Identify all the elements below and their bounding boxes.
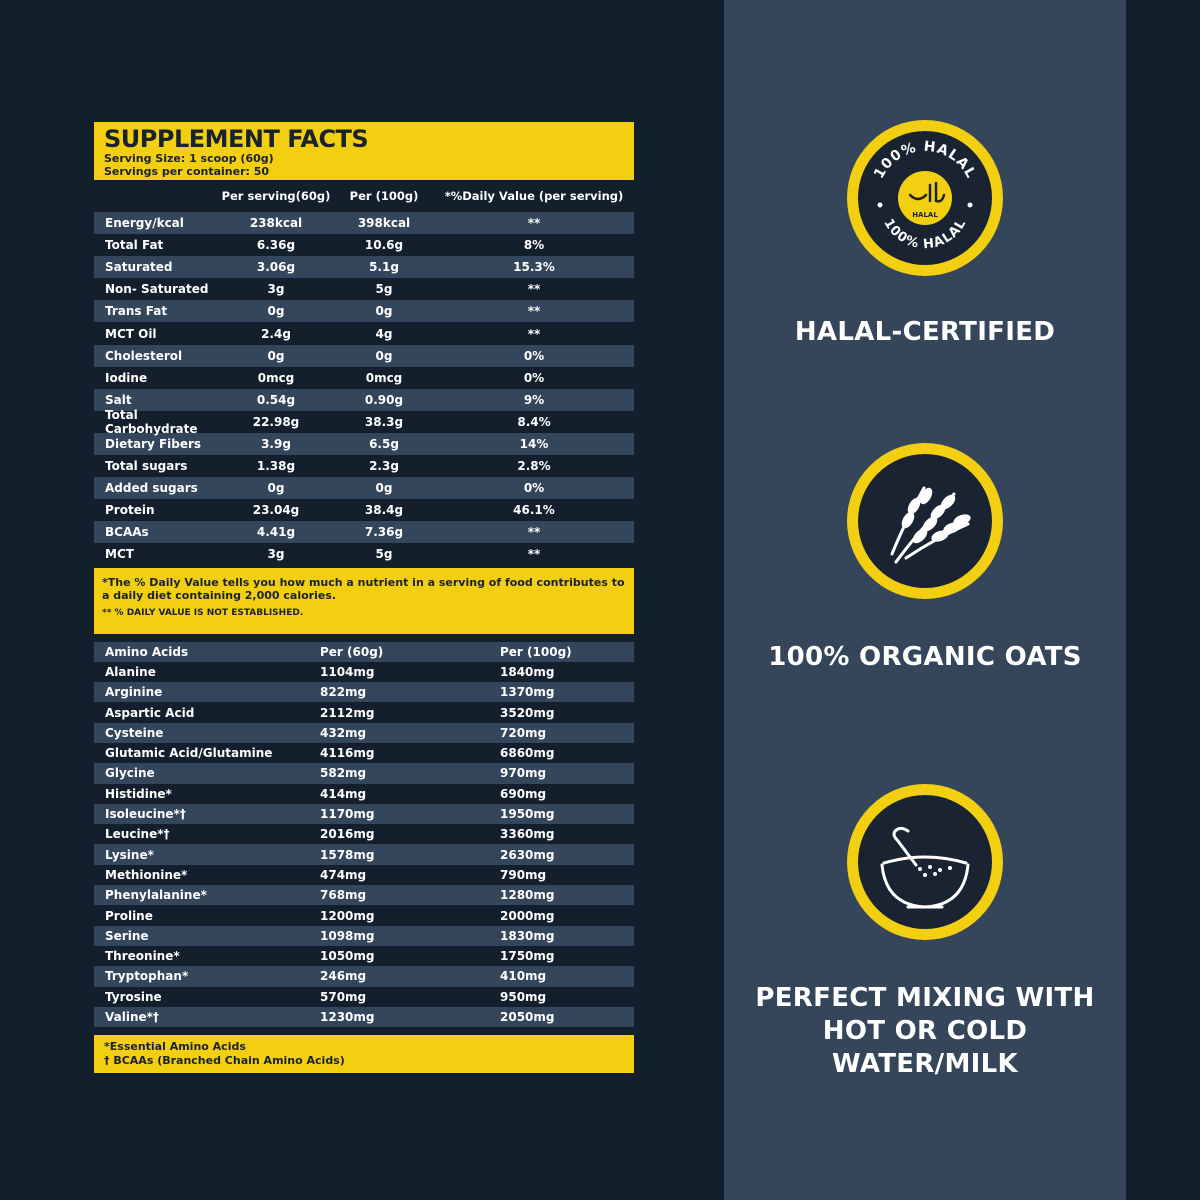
- amino-name: Aspartic Acid: [105, 705, 195, 720]
- amino-row: [94, 824, 634, 844]
- per-serving-value: 23.04g: [252, 503, 300, 518]
- amino-row: [94, 966, 634, 986]
- amino-row: [94, 804, 634, 824]
- nutrient-name: Energy/kcal: [105, 216, 184, 231]
- per-serving-value: 0.54g: [256, 392, 296, 407]
- right-edge: [1126, 0, 1200, 1200]
- amino-row: [94, 926, 634, 946]
- amino-row: [94, 844, 634, 864]
- amino-per-100g: 3520mg: [500, 705, 555, 720]
- daily-value-explanation: *The % Daily Value tells you how much a nutrient in a serving of food contributes to a daily diet containing 2,000 calories.: [102, 575, 625, 602]
- daily-value: 0%: [523, 481, 545, 496]
- per-100g-value: 0mcg: [365, 370, 403, 385]
- amino-per-60g: 1200mg: [320, 908, 375, 923]
- per-100g-value: 7.36g: [364, 525, 404, 540]
- amino-name: Serine: [105, 928, 149, 943]
- organic-oats-label: 100% ORGANIC OATS: [768, 642, 1082, 672]
- col-amino-100g: Per (100g): [500, 644, 572, 659]
- nutrition-row: [94, 212, 634, 234]
- per-100g-value: 6.5g: [369, 436, 399, 451]
- amino-row: [94, 865, 634, 885]
- daily-value: **: [527, 326, 541, 341]
- nutrient-name: Cholesterol: [105, 348, 183, 363]
- col-per-serving: Per serving(60g): [221, 189, 331, 203]
- daily-value-not-established: ** % DAILY VALUE IS NOT ESTABLISHED.: [102, 607, 304, 618]
- nutrient-name: Iodine: [105, 370, 148, 385]
- col-per-100g: Per (100g): [349, 189, 419, 203]
- halal-badge-inner: [858, 131, 992, 265]
- per-serving-value: 238kcal: [249, 216, 303, 231]
- amino-acid-table: [94, 642, 634, 1028]
- amino-per-100g: 720mg: [500, 725, 547, 740]
- amino-row: [94, 1007, 634, 1027]
- nutrition-row: [94, 234, 634, 256]
- amino-per-60g: 822mg: [320, 685, 367, 700]
- amino-name: Threonine*: [105, 949, 180, 964]
- mixing-line-1: PERFECT MIXING WITH: [755, 983, 1095, 1013]
- nutrition-row: [94, 278, 634, 300]
- amino-name: Histidine*: [105, 786, 172, 801]
- amino-per-100g: 1950mg: [500, 807, 555, 822]
- amino-per-60g: 1104mg: [320, 664, 375, 679]
- amino-row: [94, 743, 634, 763]
- daily-value-note: [94, 568, 634, 634]
- amino-per-60g: 582mg: [320, 766, 367, 781]
- daily-value: **: [527, 525, 541, 540]
- amino-per-100g: 6860mg: [500, 746, 555, 761]
- amino-per-60g: 768mg: [320, 888, 367, 903]
- per-100g-value: 0g: [375, 348, 393, 363]
- per-serving-value: 3.9g: [261, 436, 291, 451]
- daily-value: 0%: [523, 370, 545, 385]
- amino-row: [94, 987, 634, 1007]
- nutrient-name: MCT Oil: [105, 326, 157, 341]
- amino-per-100g: 2000mg: [500, 908, 555, 923]
- amino-per-100g: 2630mg: [500, 847, 555, 862]
- col-daily-value: *%Daily Value (per serving): [444, 189, 624, 203]
- facts-title: SUPPLEMENT FACTS: [104, 125, 369, 153]
- nutrition-column-headers: [94, 180, 634, 212]
- amino-per-100g: 1830mg: [500, 928, 555, 943]
- nutrition-row: [94, 499, 634, 521]
- per-serving-value: 3g: [267, 282, 285, 297]
- amino-per-100g: 1750mg: [500, 949, 555, 964]
- amino-per-100g: 3360mg: [500, 827, 555, 842]
- amino-name: Tryptophan*: [105, 969, 189, 984]
- halal-badge-center-text: HALAL: [912, 211, 938, 219]
- amino-name: Tyrosine: [105, 989, 162, 1004]
- daily-value: **: [527, 282, 541, 297]
- nutrient-name: Total Fat: [105, 238, 164, 253]
- amino-per-100g: 1840mg: [500, 664, 555, 679]
- amino-per-100g: 790mg: [500, 867, 547, 882]
- amino-name: Cysteine: [105, 725, 164, 740]
- amino-name: Glycine: [105, 766, 155, 781]
- halal-certified-label: HALAL-CERTIFIED: [794, 317, 1056, 347]
- amino-rows: [94, 662, 634, 1027]
- per-100g-value: 0g: [375, 481, 393, 496]
- amino-row: [94, 905, 634, 925]
- supplement-facts-table: [94, 122, 634, 1073]
- daily-value: **: [527, 304, 541, 319]
- daily-value: 15.3%: [513, 260, 555, 275]
- amino-per-100g: 1370mg: [500, 685, 555, 700]
- nutrition-row: [94, 322, 634, 344]
- per-100g-value: 10.6g: [364, 238, 404, 253]
- per-serving-value: 0g: [267, 481, 285, 496]
- amino-column-headers: [94, 642, 634, 662]
- amino-name: Lysine*: [105, 847, 154, 862]
- amino-name: Isoleucine*†: [105, 807, 186, 822]
- per-100g-value: 5.1g: [369, 260, 399, 275]
- nutrition-row: [94, 433, 634, 455]
- nutrition-rows: [94, 212, 634, 566]
- amino-per-100g: 970mg: [500, 766, 547, 781]
- facts-header: [94, 122, 634, 180]
- per-100g-value: 0g: [375, 304, 393, 319]
- amino-row: [94, 784, 634, 804]
- nutrition-row: [94, 345, 634, 367]
- per-serving-value: 22.98g: [252, 414, 300, 429]
- nutrient-name: Added sugars: [105, 481, 198, 496]
- nutrition-row: [94, 407, 634, 436]
- daily-value: 0%: [523, 348, 545, 363]
- amino-name: Glutamic Acid/Glutamine: [105, 746, 273, 761]
- amino-per-60g: 432mg: [320, 725, 367, 740]
- amino-per-100g: 950mg: [500, 989, 547, 1004]
- nutrient-name: Trans Fat: [105, 304, 168, 319]
- bowl-icon: [858, 795, 992, 929]
- daily-value: **: [527, 216, 541, 231]
- amino-row: [94, 662, 634, 682]
- amino-per-60g: 570mg: [320, 989, 367, 1004]
- servings-per-container: Servings per container: 50: [104, 165, 270, 178]
- mixing-line-2: HOT OR COLD: [822, 1016, 1028, 1046]
- nutrient-name: Salt: [105, 392, 132, 407]
- amino-name: Leucine*†: [105, 827, 170, 842]
- amino-per-60g: 1170mg: [320, 807, 375, 822]
- serving-size: Serving Size: 1 scoop (60g): [104, 152, 274, 165]
- per-serving-value: 2.4g: [261, 326, 291, 341]
- per-serving-value: 0g: [267, 348, 285, 363]
- nutrition-row: [94, 455, 634, 477]
- amino-per-60g: 1578mg: [320, 847, 375, 862]
- amino-row: [94, 885, 634, 905]
- amino-name: Phenylalanine*: [105, 888, 207, 903]
- daily-value: 8%: [523, 238, 545, 253]
- nutrient-name: Total sugars: [105, 459, 188, 474]
- amino-row: [94, 723, 634, 743]
- amino-row: [94, 702, 634, 722]
- daily-value: **: [527, 547, 541, 562]
- amino-per-60g: 4116mg: [320, 746, 375, 761]
- daily-value: 9%: [523, 392, 545, 407]
- amino-name: Alanine: [105, 664, 156, 679]
- amino-per-60g: 1098mg: [320, 928, 375, 943]
- wheat-icon: [858, 454, 992, 588]
- amino-per-60g: 414mg: [320, 786, 367, 801]
- amino-name: Proline: [105, 908, 153, 923]
- halal-badge-top-text: 100% HALAL: [871, 138, 979, 182]
- halal-badge-icon: [847, 120, 1003, 276]
- per-serving-value: 0mcg: [257, 370, 295, 385]
- nutrition-row: [94, 367, 634, 389]
- nutrient-name: Non- Saturated: [105, 282, 209, 297]
- amino-per-60g: 246mg: [320, 969, 367, 984]
- per-serving-value: 3.06g: [256, 260, 296, 275]
- halal-seal-icon: [858, 131, 992, 265]
- per-100g-value: 38.3g: [364, 414, 404, 429]
- daily-value: 2.8%: [517, 459, 551, 474]
- amino-row: [94, 946, 634, 966]
- amino-per-100g: 1280mg: [500, 888, 555, 903]
- amino-per-100g: 2050mg: [500, 1009, 555, 1024]
- bcaa-note: † BCAAs (Branched Chain Amino Acids): [104, 1054, 345, 1068]
- per-100g-value: 5g: [375, 547, 393, 562]
- amino-row: [94, 763, 634, 783]
- nutrient-name: BCAAs: [105, 525, 149, 540]
- nutrition-row: [94, 521, 634, 543]
- col-amino-60g: Per (60g): [320, 644, 384, 659]
- nutrient-name: Saturated: [105, 260, 173, 275]
- daily-value: 46.1%: [513, 503, 555, 518]
- nutrition-row: [94, 256, 634, 278]
- amino-per-60g: 2112mg: [320, 705, 375, 720]
- per-serving-value: 6.36g: [256, 238, 296, 253]
- nutrient-name: MCT: [105, 547, 134, 562]
- per-100g-value: 398kcal: [357, 216, 411, 231]
- per-serving-value: 0g: [267, 304, 285, 319]
- oats-badge-inner: [858, 454, 992, 588]
- amino-per-60g: 474mg: [320, 867, 367, 882]
- nutrient-name: Protein: [105, 503, 155, 518]
- amino-per-60g: 1230mg: [320, 1009, 375, 1024]
- halal-badge-bottom-text: 100% HALAL: [880, 216, 970, 253]
- nutrition-row: [94, 477, 634, 499]
- amino-name: Valine*†: [105, 1009, 159, 1024]
- nutrient-name: Total Carbohydrate: [105, 407, 198, 436]
- amino-name: Methionine*: [105, 867, 188, 882]
- mixing-label: [724, 982, 1126, 1081]
- daily-value: 14%: [519, 436, 549, 451]
- mixing-line-3: WATER/MILK: [832, 1049, 1018, 1079]
- amino-footnote: [94, 1035, 634, 1073]
- bowl-badge-icon: [847, 784, 1003, 940]
- per-serving-value: 4.41g: [256, 525, 296, 540]
- amino-per-100g: 410mg: [500, 969, 547, 984]
- amino-per-60g: 2016mg: [320, 827, 375, 842]
- col-amino-name: Amino Acids: [105, 644, 189, 659]
- per-serving-value: 3g: [267, 547, 285, 562]
- per-100g-value: 38.4g: [364, 503, 404, 518]
- per-100g-value: 2.3g: [369, 459, 399, 474]
- amino-name: Arginine: [105, 685, 163, 700]
- nutrition-row: [94, 543, 634, 565]
- bowl-badge-inner: [858, 795, 992, 929]
- essential-amino-note: *Essential Amino Acids: [104, 1040, 246, 1054]
- amino-per-60g: 1050mg: [320, 949, 375, 964]
- amino-row: [94, 682, 634, 702]
- nutrition-row: [94, 300, 634, 322]
- oats-badge-icon: [847, 443, 1003, 599]
- amino-per-100g: 690mg: [500, 786, 547, 801]
- per-100g-value: 5g: [375, 282, 393, 297]
- nutrient-name: Dietary Fibers: [105, 436, 202, 451]
- per-serving-value: 1.38g: [256, 459, 296, 474]
- daily-value: 8.4%: [517, 414, 551, 429]
- per-100g-value: 0.90g: [364, 392, 404, 407]
- per-100g-value: 4g: [375, 326, 393, 341]
